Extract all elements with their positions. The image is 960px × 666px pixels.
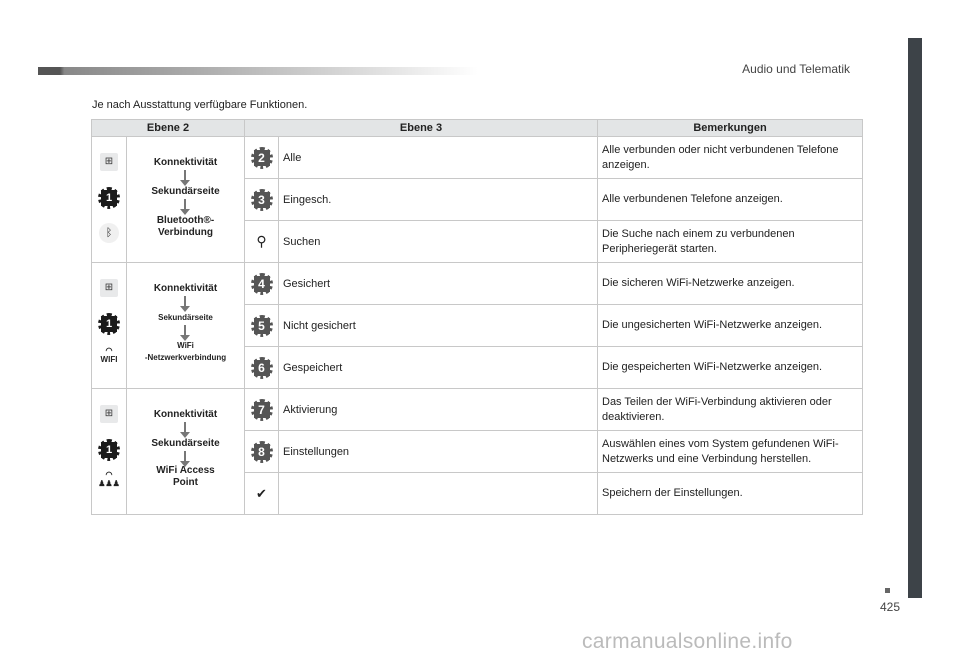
level2-cell (127, 389, 245, 515)
side-tab-bar (908, 38, 922, 598)
level3-marker-cell (245, 263, 279, 305)
table-row (92, 137, 863, 179)
remarks-cell: Speichern der Einstellungen. (598, 473, 863, 515)
watermark: carmanualsonline.info (582, 630, 793, 653)
down-arrow-icon (180, 325, 190, 341)
level3-cell: Eingesch. (279, 179, 598, 221)
menu-gear-icon: 1 (101, 316, 117, 332)
level3-marker-cell (245, 179, 279, 221)
step-badge: 2 (254, 150, 270, 166)
remarks-cell: Auswählen eines vom System gefundenen WiFi-Netzwerks und eine Verbindung herstellen. (598, 431, 863, 473)
step-badge: 7 (254, 402, 270, 418)
checkmark-icon: ✔ (256, 485, 267, 501)
remarks-cell: Alle verbundenen Telefone anzeigen. (598, 179, 863, 221)
table-row (92, 263, 863, 305)
level2-connectivity: Konnektivität (153, 409, 218, 420)
table-header-row (92, 120, 863, 137)
level3-cell: Gespeichert (279, 347, 598, 389)
remarks-cell: Das Teilen der WiFi-Verbindung aktivieren oder deaktivieren. (598, 389, 863, 431)
level3-cell: Suchen (279, 221, 598, 263)
level2-target: WiFi -Netzwerkverbindung (144, 341, 227, 362)
level2-connectivity: Konnektivität (153, 283, 218, 294)
wifi-icon: ◠ WIFI (100, 346, 118, 364)
remarks-cell: Die Suche nach einem zu verbundenen Peripheriegerät starten. (598, 221, 863, 263)
step-badge: 3 (254, 192, 270, 208)
down-arrow-icon (180, 296, 190, 312)
icon-column-cell (92, 263, 127, 389)
level3-cell: Alle (279, 137, 598, 179)
header-level2: Ebene 2 (92, 120, 245, 137)
remarks-cell: Alle verbunden oder nicht verbundenen Telefone anzeigen. (598, 137, 863, 179)
page-number: 425 (880, 600, 901, 614)
table-row (92, 389, 863, 431)
grid-icon: ⊞ (100, 153, 118, 171)
header-level3: Ebene 3 (245, 120, 598, 137)
icon-column-cell (92, 389, 127, 515)
level3-marker-cell (245, 137, 279, 179)
step-badge: 5 (254, 318, 270, 334)
level3-cell: Aktivierung (279, 389, 598, 431)
level2-cell (127, 263, 245, 389)
level3-marker-cell (245, 431, 279, 473)
level2-connectivity: Konnektivität (153, 157, 218, 168)
level3-marker-cell (245, 389, 279, 431)
menu-gear-icon: 1 (101, 190, 117, 206)
header-rule (38, 67, 478, 75)
page-marker (885, 588, 890, 593)
header-remarks: Bemerkungen (598, 120, 863, 137)
step-badge: 8 (254, 444, 270, 460)
level2-secondary-page: Sekundärseite (151, 438, 220, 449)
level2-target: Bluetooth®- Verbindung (156, 215, 215, 238)
level3-marker-cell (245, 473, 279, 515)
down-arrow-icon (180, 199, 190, 215)
hotspot-icon: ◠ ♟♟♟ (98, 470, 120, 488)
functions-table (91, 119, 863, 515)
level3-cell: Einstellungen (279, 431, 598, 473)
bluetooth-icon: ᛒ (99, 223, 119, 243)
icon-column-cell (92, 137, 127, 263)
grid-icon: ⊞ (100, 405, 118, 423)
level3-marker-cell (245, 305, 279, 347)
level2-secondary-page: Sekundärseite (151, 186, 220, 197)
level3-cell: Nicht gesichert (279, 305, 598, 347)
step-badge: 4 (254, 276, 270, 292)
down-arrow-icon (180, 422, 190, 438)
level2-cell (127, 137, 245, 263)
grid-icon: ⊞ (100, 279, 118, 297)
level3-cell: Gesichert (279, 263, 598, 305)
level2-target: WiFi Access Point (156, 465, 215, 488)
level3-cell (279, 473, 598, 515)
down-arrow-icon (180, 170, 190, 186)
level2-secondary-page: Sekundärseite (158, 313, 213, 322)
step-badge: 6 (254, 360, 270, 376)
level3-marker-cell (245, 347, 279, 389)
remarks-cell: Die gespeicherten WiFi-Netzwerke anzeigen. (598, 347, 863, 389)
menu-gear-icon: 1 (101, 442, 117, 458)
level3-marker-cell (245, 221, 279, 263)
search-icon: ⚲ (256, 233, 267, 249)
section-title: Audio und Telematik (742, 62, 850, 76)
remarks-cell: Die sicheren WiFi-Netzwerke anzeigen. (598, 263, 863, 305)
remarks-cell: Die ungesicherten WiFi-Netzwerke anzeigen. (598, 305, 863, 347)
intro-text: Je nach Ausstattung verfügbare Funktionen. (92, 99, 308, 111)
